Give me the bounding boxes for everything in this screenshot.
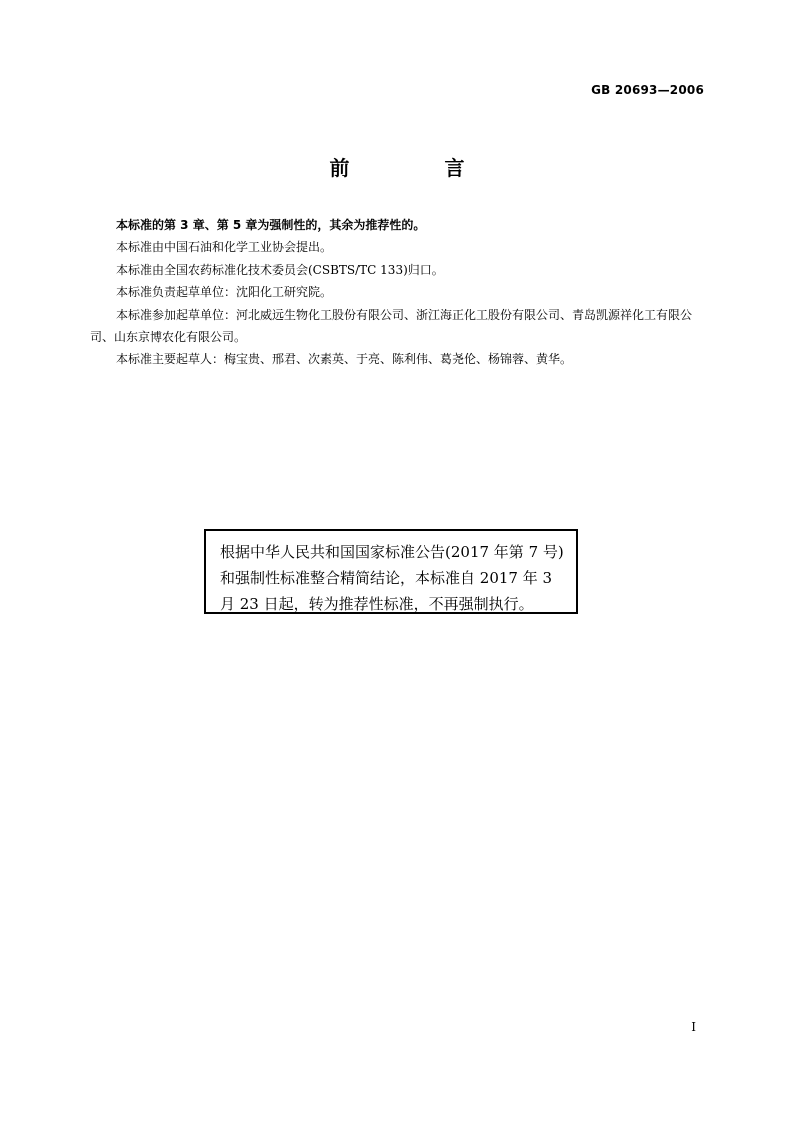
paragraph-proposed-by: 本标准由中国石油和化学工业协会提出。 bbox=[116, 240, 333, 255]
page-title: 前 言 bbox=[329, 156, 509, 180]
paragraph-mandatory-clauses: 本标准的第 3 章、第 5 章为强制性的，其余为推荐性的。 bbox=[116, 218, 426, 232]
standard-code: GB 20693—2006 bbox=[591, 83, 704, 97]
paragraph-centralized-by: 本标准由全国农药标准化技术委员会(CSBTS/TC 133)归口。 bbox=[116, 262, 444, 277]
foreword-body bbox=[90, 214, 704, 371]
page-number: I bbox=[691, 1020, 696, 1034]
paragraph-drafting-unit: 本标准负责起草单位：沈阳化工研究院。 bbox=[116, 285, 333, 300]
notice-box bbox=[204, 529, 578, 614]
paragraph-participating-units: 本标准参加起草单位：河北威远生物化工股份有限公司、浙江海正化工股份有限公司、青岛凯源祥化工有限公司、山东京博农化有限公司。 bbox=[90, 307, 693, 345]
paragraph-main-drafters: 本标准主要起草人：梅宝贵、邢君、次素英、于亮、陈利伟、葛尧伦、杨锦蓉、黄华。 bbox=[116, 352, 573, 367]
notice-text: 根据中华人民共和国国家标准公告(2017 年第 7 号)和强制性标准整合精简结论，本标准自 2017 年 3 月 23 日起，转为推荐性标准，不再强制执行。 bbox=[220, 543, 564, 613]
